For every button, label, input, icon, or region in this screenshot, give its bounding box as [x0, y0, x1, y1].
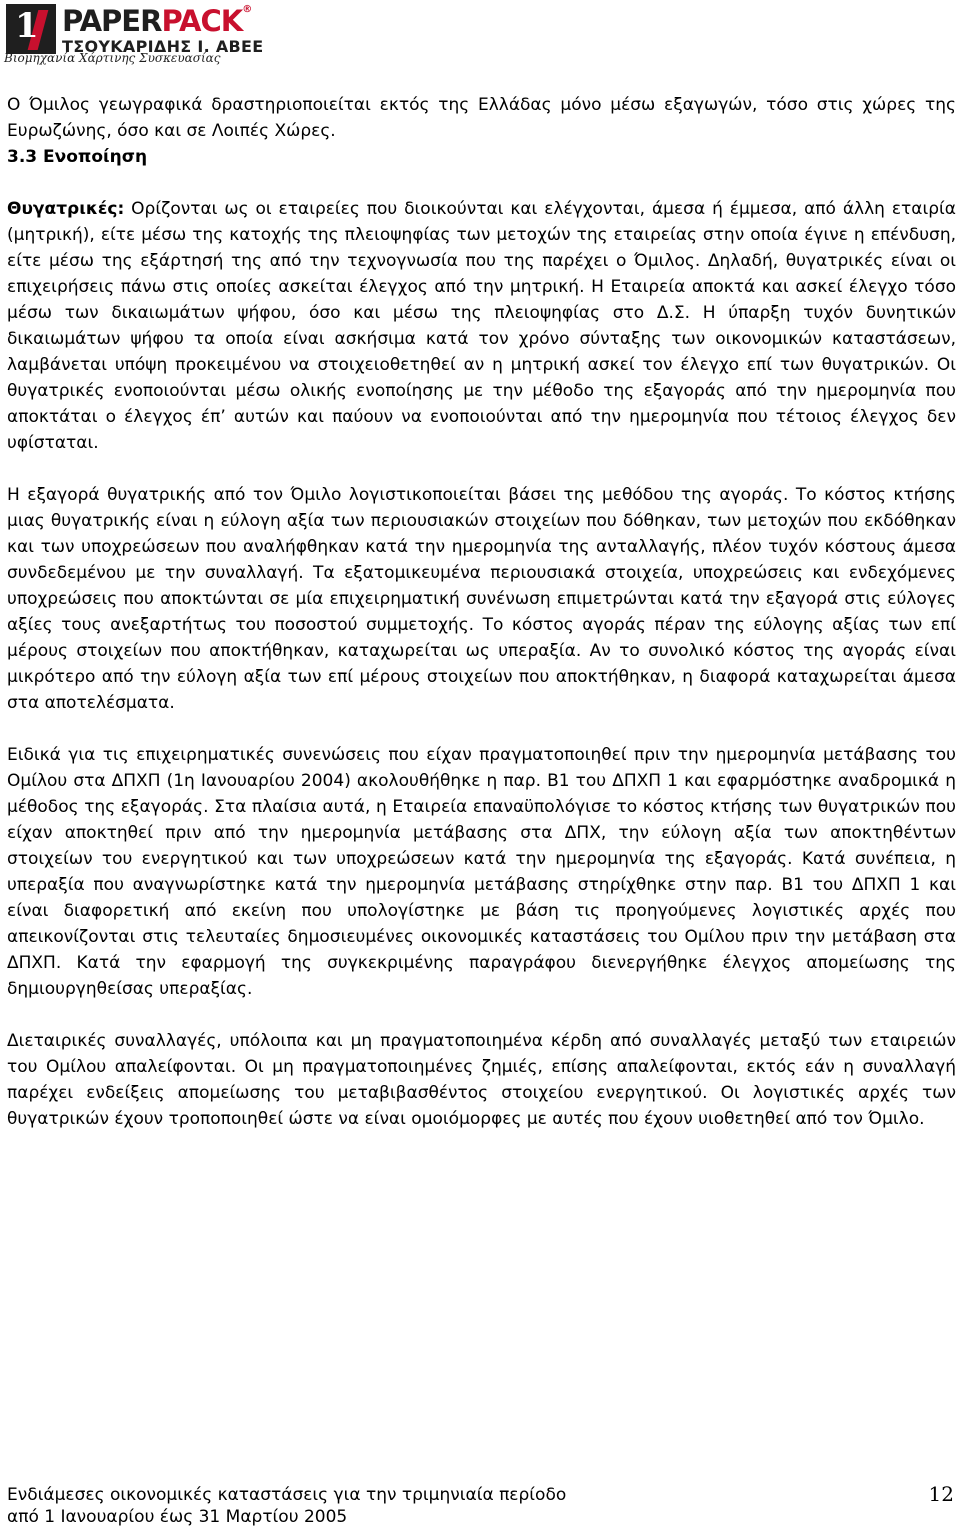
acquisition-paragraph: Η εξαγορά θυγατρικής από τον Όμιλο λογιστικοποιείται βάσει της μεθόδου της αγοράς. Το κόστος κτήσης μιας θυγατρικής είναι η εύλογη αξία των περιουσιακών στοιχείων που δόθηκαν, των μετοχών που εκδόθηκαν και των υποχρεώσεων που αναλήφθηκαν κατά την ημερομηνία της ανταλλαγής, πλέον τυχόν κόστους άμεσα συνδεδεμένου με την συναλλαγή. Τα εξατομικευμένα περιουσιακά στοιχεία, υποχρεώσεις και ενδεχόμενες υποχρεώσεις που αποκτώνται σε μία επιχειρηματική συνένωση επιμετρώνται κατά την εξαγορά στις εύλογες αξίες τους ανεξαρτήτως του ποσοστού συμμετοχής. Το κόστος αγοράς πέραν της εύλογης αξίας των επί μέρους στοιχείων που αποκτήθηκαν, καταχωρείται ως υπεραξία. Αν το συνολικό κόστος της αγοράς είναι μικρότερο από την εύλογη αξία των επί μέρους στοιχείων που αποκτήθηκαν, η διαφορά καταχωρείται άμεσα στα αποτελέσματα. [7, 485, 956, 713]
page-footer [7, 1484, 566, 1528]
document-body [7, 92, 956, 1132]
brand-paper: PAPER [62, 4, 162, 38]
brand-name [62, 4, 251, 38]
logo-letter: 1 [15, 6, 39, 46]
brand-pack: PACK [161, 4, 243, 38]
section-title: 3.3 Ενοποίηση [7, 147, 148, 167]
intercompany-paragraph: Διεταιρικές συναλλαγές, υπόλοιπα και μη πραγματοποιημένα κέρδη από συναλλαγές μεταξύ των εταιρειών του Ομίλου απαλείφονται. Οι μη πραγματοποιημένες ζημιές, επίσης απαλείφονται, εκτός εάν η συναλλαγή παρέχει ενδείξεις απομείωσης του μεταβιβασθέντος στοιχείου ενεργητικού. Οι λογιστικές αρχές των θυγατρικών έχουν τροποποιηθεί ώστε να είναι ομοιόμορφες με αυτές που έχουν υιοθετηθεί από τον Όμιλο. [7, 1031, 956, 1129]
registered-mark: ® [242, 4, 252, 15]
intro-paragraph: Ο Όμιλος γεωγραφικά δραστηριοποιείται εκτός της Ελλάδας μόνο μέσω εξαγωγών, τόσο στις χώρες της Ευρωζώνης, όσο και σε Λοιπές Χώρες. [7, 95, 956, 141]
subsidiaries-text: Ορίζονται ως οι εταιρείες που διοικούνται και ελέγχονται, άμεσα ή έμμεσα, από άλλη εταιρία (μητρική), είτε μέσω της κατοχής της πλειοψηφίας των μετοχών της εταιρείας στην οποία έγινε η επένδυση, είτε μέσω της εξάρτησή της από την τεχνογνωσία που της παρέχει ο Όμιλος. Δηλαδή, θυγατρικές είναι οι επιχειρήσεις πάνω στις οποίες ασκείται έλεγχος από την μητρική. Η Εταιρεία αποκτά και ασκεί έλεγχο τόσο μέσω των δικαιωμάτων ψήφου, όσο και μέσω της πλειοψηφίας στο Δ.Σ. Η ύπαρξη τυχόν δυνητικών δικαιωμάτων ψήφου τα οποία είναι ασκήσιμα κατά τον χρόνο σύνταξης των οικονομικών καταστάσεων, λαμβάνεται υπόψη προκειμένου να στοιχειοθετηθεί αν η μητρική ασκεί τον έλεγχο επί των θυγατρικών. Οι θυγατρικές ενοποιούνται μέσω ολικής ενοποίησης με την μέθοδο της εξαγοράς από την ημερομηνία που αποκτάται ο έλεγχος έπ’ αυτών και παύουν να ενοποιούνται από την ημερομηνία που τέτοιος έλεγχος δεν υφίσταται. [7, 199, 956, 453]
business-combinations-paragraph: Ειδικά για τις επιχειρηματικές συνενώσεις που είχαν πραγματοποιηθεί πριν την ημερομηνία μετάβασης του Ομίλου στα ΔΠΧΠ (1η Ιανουαρίου 2004) ακολουθήθηκε η παρ. Β1 του ΔΠΧΠ 1 και εφαρμόστηκε αναδρομικά η μέθοδος της εξαγοράς. Στα πλαίσια αυτά, η Εταιρεία επαναϋπολόγισε το κόστος κτήσης των θυγατρικών που είχαν αποκτηθεί πριν από την ημερομηνία μετάβασης στα ΔΠΧ, την εύλογη αξία των αποκτηθέντων στοιχείων του ενεργητικού και των υποχρεώσεων κατά την ημερομηνία της εξαγοράς. Κατά συνέπεια, η υπεραξία που αναγνωρίστηκε κατά την ημερομηνία μετάβασης στηρίχθηκε στην παρ. Β1 του ΔΠΧΠ 1 και είναι διαφορετική από εκείνη που υπολογίστηκε με βάση τις προηγούμενες λογιστικές αρχές που απεικονίζονται στις τελευταίες δημοσιευμένες οικονομικές καταστάσεις του Ομίλου πριν την μετάβαση στα ΔΠΧΠ. Κατά την εφαρμογή της συγκεκριμένης παραγράφου διενεργήθηκε έλεγχος απομείωσης της δημιουργηθείσας υπεραξίας. [7, 745, 956, 999]
logo-mark-icon [6, 4, 56, 54]
company-name: ΤΣΟΥΚΑΡΙΔΗΣ Ι. ΑΒΕΕ [62, 37, 264, 56]
subsidiaries-label: Θυγατρικές: [7, 199, 125, 219]
company-tagline: Βιομηχανία Χάρτινης Συσκευασίας [4, 51, 221, 65]
subsidiaries-paragraph [7, 196, 956, 456]
page-number: 12 [928, 1482, 954, 1506]
footer-line-1: Ενδιάμεσες οικονομικές καταστάσεις για την τριμηνιαία περίοδο [7, 1485, 567, 1505]
footer-line-2: από 1 Ιανουαρίου έως 31 Μαρτίου 2005 [7, 1507, 348, 1527]
